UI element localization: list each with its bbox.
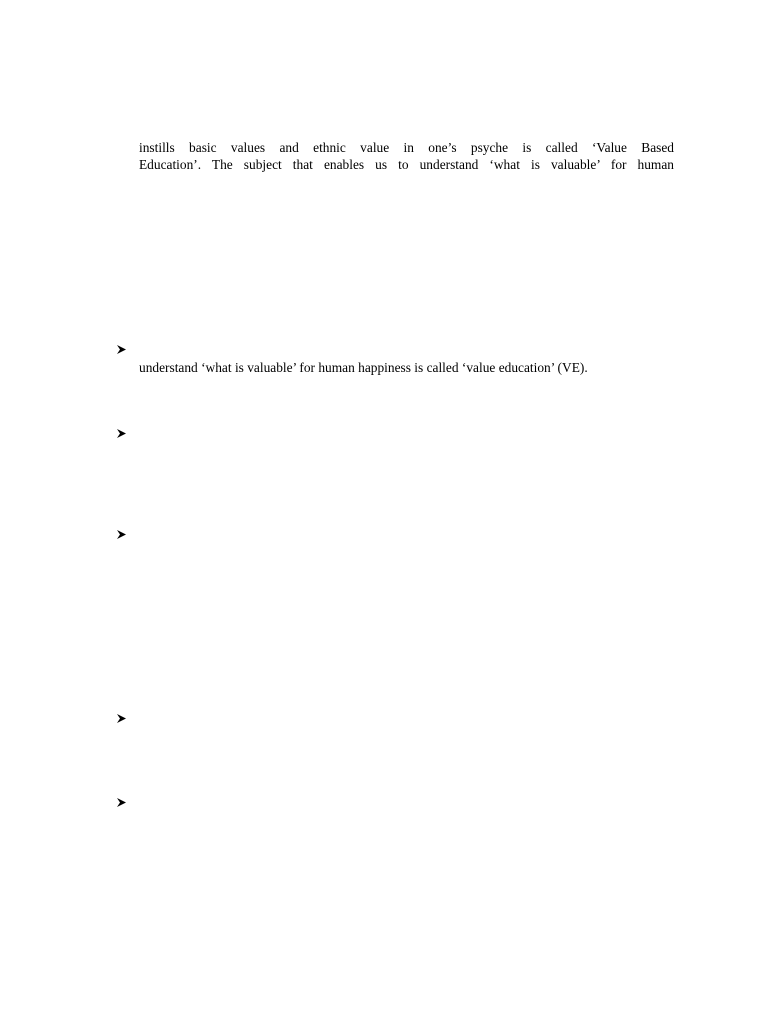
paragraph-line-2: Education’. The subject that enables us to understand ‘what is valuable’ for human: [139, 157, 674, 172]
bullet-1-text: understand ‘what is valuable’ for human happiness is called ‘value education’ (VE).: [139, 360, 588, 375]
arrowhead-bullet-icon: [116, 428, 128, 440]
arrowhead-bullet-icon: [116, 344, 128, 356]
arrowhead-bullet-icon: [116, 713, 128, 725]
arrowhead-bullet-icon: [116, 797, 128, 809]
paragraph-line-1: instills basic values and ethnic value in one’s psyche is called ‘Value Based: [139, 140, 674, 155]
arrowhead-bullet-icon: [116, 529, 128, 541]
